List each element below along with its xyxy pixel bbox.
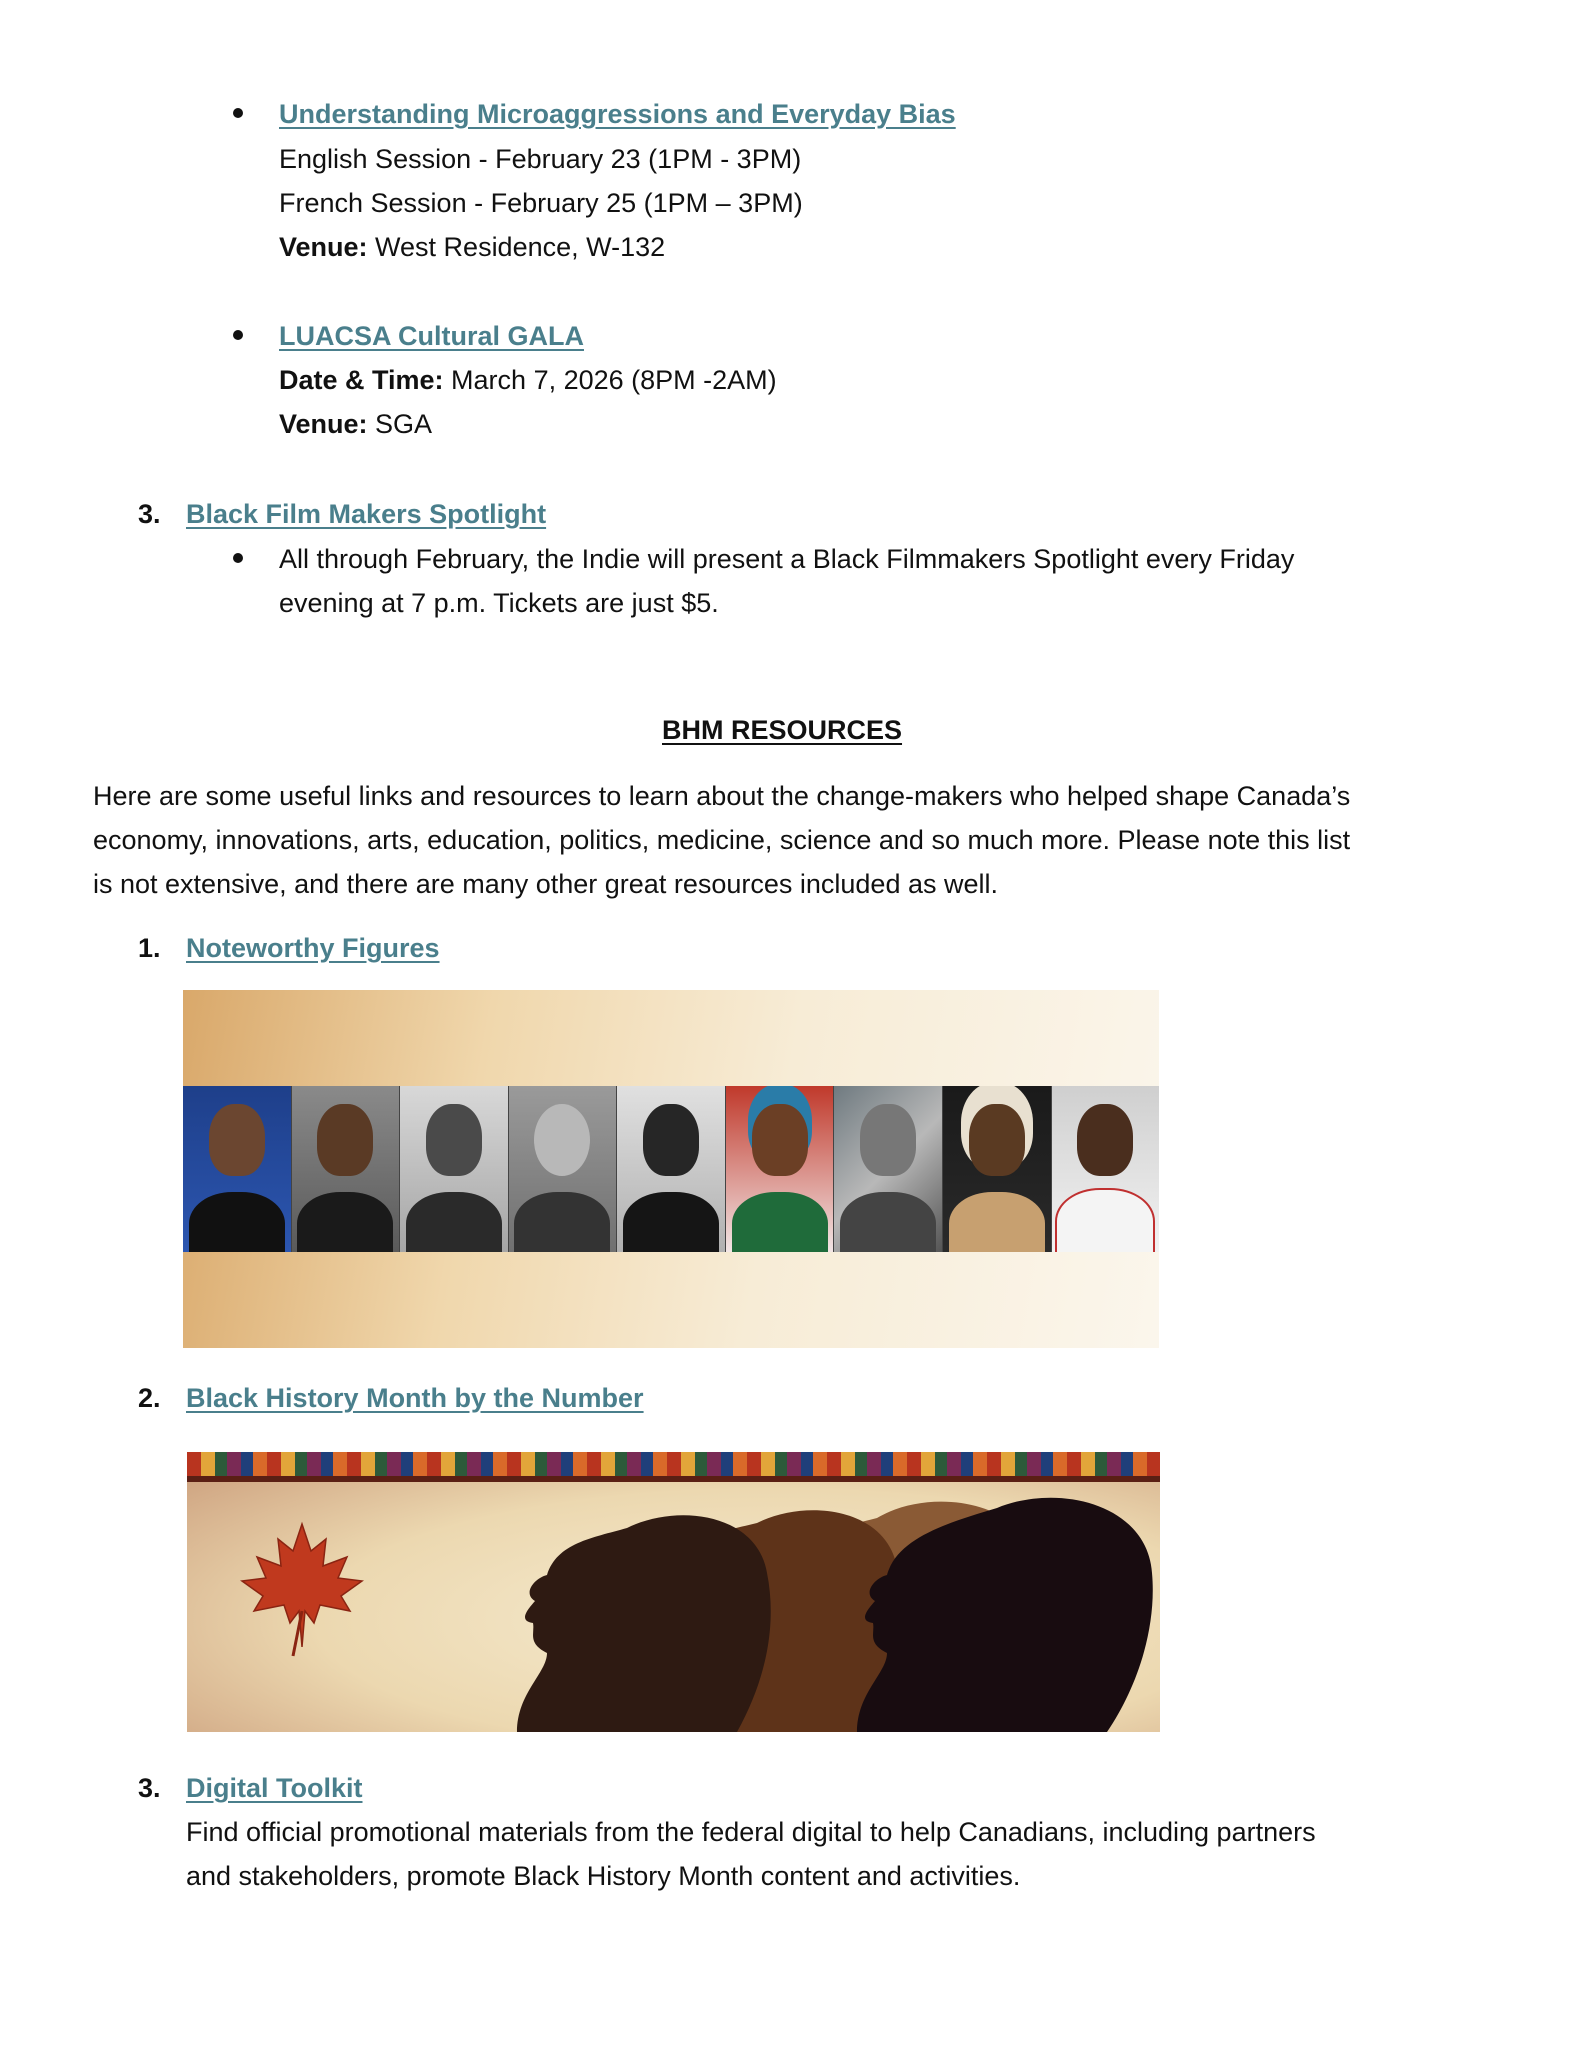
- portrait-9: [1052, 1086, 1160, 1252]
- french-session-text: French Session - February 25 (1PM – 3PM): [279, 188, 803, 218]
- list-number: 2.: [138, 1383, 161, 1413]
- list-number: 1.: [138, 933, 161, 963]
- portrait-5: [617, 1086, 726, 1252]
- intro-paragraph-1: Here are some useful links and resources to learn about the change-makers who helped shape Canada’s: [93, 781, 1351, 811]
- date-label: Date & Time:: [279, 365, 444, 395]
- gala-date-line: [279, 358, 777, 402]
- gala-link[interactable]: LUACSA Cultural GALA: [279, 321, 584, 351]
- portrait-7: [834, 1086, 943, 1252]
- english-session-text: English Session - February 23 (1PM - 3PM): [279, 144, 802, 174]
- portrait-6: [726, 1086, 835, 1252]
- venue-value: SGA: [367, 409, 433, 439]
- film-description-2: evening at 7 p.m. Tickets are just $5.: [279, 588, 719, 618]
- noteworthy-figures-link[interactable]: Noteworthy Figures: [186, 933, 440, 963]
- toolkit-description-2: and stakeholders, promote Black History Month content and activities.: [186, 1861, 1021, 1891]
- date-value: March 7, 2026 (8PM -2AM): [443, 365, 777, 395]
- silhouettes-illustration: [457, 1478, 1157, 1732]
- portrait-strip: [183, 1086, 1159, 1252]
- micro-venue-line: [279, 225, 665, 269]
- portrait-1: [183, 1086, 292, 1252]
- portrait-4: [509, 1086, 618, 1252]
- portrait-3: [400, 1086, 509, 1252]
- intro-paragraph-2: economy, innovations, arts, education, politics, medicine, science and so much more. Please note this list: [93, 825, 1351, 855]
- venue-label: Venue:: [279, 232, 368, 262]
- bhm-by-the-number-link[interactable]: Black History Month by the Number: [186, 1383, 644, 1413]
- portrait-2: [292, 1086, 401, 1252]
- bhm-silhouettes-image[interactable]: [187, 1452, 1160, 1732]
- microaggressions-link[interactable]: Understanding Microaggressions and Everyday Bias: [279, 99, 956, 129]
- maple-leaf-icon: [227, 1512, 377, 1662]
- digital-toolkit-link[interactable]: Digital Toolkit: [186, 1773, 363, 1803]
- list-number: 3.: [138, 1773, 161, 1803]
- gala-venue-line: [279, 402, 432, 446]
- noteworthy-figures-image[interactable]: [183, 990, 1159, 1348]
- bullet: [233, 330, 243, 340]
- venue-label: Venue:: [279, 409, 368, 439]
- resources-heading: BHM RESOURCES: [662, 715, 903, 745]
- film-makers-link[interactable]: Black Film Makers Spotlight: [186, 499, 547, 529]
- toolkit-description-1: Find official promotional materials from the federal digital to help Canadians, including partners: [186, 1817, 1316, 1847]
- film-description-1: All through February, the Indie will present a Black Filmmakers Spotlight every Friday: [279, 544, 1295, 574]
- bullet: [233, 108, 243, 118]
- list-number: 3.: [138, 499, 161, 529]
- bullet: [233, 553, 243, 563]
- intro-paragraph-3: is not extensive, and there are many other great resources included as well.: [93, 869, 998, 899]
- venue-value: West Residence, W-132: [367, 232, 666, 262]
- portrait-8: [943, 1086, 1052, 1252]
